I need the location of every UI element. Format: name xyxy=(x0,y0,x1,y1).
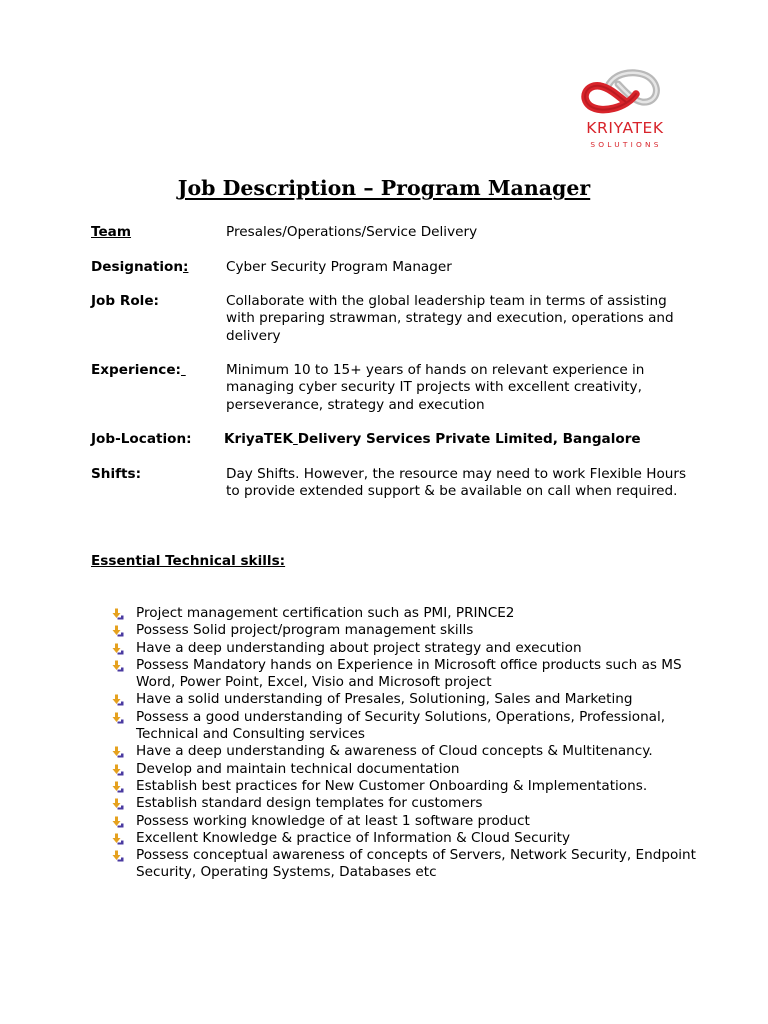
designation-label-colon: : xyxy=(183,259,189,275)
arrow-down-bullet-icon xyxy=(112,625,124,637)
arrow-down-bullet-icon xyxy=(112,798,124,810)
skill-item xyxy=(110,605,710,622)
logo-wordmark: KRIYATEK xyxy=(586,119,664,137)
experience-label xyxy=(91,362,186,379)
skill-text: Excellent Knowledge & practice of Information & Cloud Security xyxy=(136,829,570,846)
skill-item xyxy=(110,778,710,795)
arrow-down-bullet-icon xyxy=(112,781,124,793)
skill-text: Possess Solid project/program management skills xyxy=(136,622,474,639)
arrow-down-bullet-icon xyxy=(112,694,124,706)
document-title xyxy=(0,176,768,201)
arrow-down-bullet-icon xyxy=(112,764,124,776)
logo-tagline: SOLUTIONS xyxy=(590,140,662,149)
job-role-value: Collaborate with the global leadership team in terms of assisting with preparing strawman, strategy and execution, operations and delivery xyxy=(226,293,674,344)
skill-text: Project management certification such as PMI, PRINCE2 xyxy=(136,605,515,621)
skill-item xyxy=(110,691,710,708)
team-label-text: Team xyxy=(91,224,132,240)
experience-label-space xyxy=(181,362,186,378)
skill-text: Possess a good understanding of Security Solutions, Operations, Professional, Technical and Consulting services xyxy=(136,708,666,743)
shifts-label: Shifts: xyxy=(91,466,142,482)
skill-text: Have a solid understanding of Presales, Solutioning, Sales and Marketing xyxy=(136,691,633,708)
skill-item xyxy=(110,709,710,744)
arrow-down-bullet-icon xyxy=(112,643,124,655)
team-value: Presales/Operations/Service Delivery xyxy=(226,224,478,240)
skill-item xyxy=(110,847,710,882)
experience-value: Minimum 10 to 15+ years of hands on relevant experience in managing cyber security IT projects with excellent creativity, perseverance, strategy and execution xyxy=(226,362,645,413)
arrow-down-bullet-icon xyxy=(112,833,124,845)
infinity-logo-icon xyxy=(578,68,672,120)
skill-item xyxy=(110,657,710,692)
job-location-label: Job-Location: xyxy=(91,431,192,447)
team-label xyxy=(91,224,131,241)
skill-text: Possess Mandatory hands on Experience in Microsoft office products such as MS Word, Power Point, Excel, Visio and Microsoft project xyxy=(136,656,682,691)
skill-text: Develop and maintain technical documentation xyxy=(136,760,460,777)
shifts-value: Day Shifts. However, the resource may need to work Flexible Hours to provide extended support & be available on call when required. xyxy=(226,466,687,500)
skills-list xyxy=(110,605,710,882)
skill-item xyxy=(110,743,710,760)
skill-item xyxy=(110,761,710,778)
designation-label xyxy=(91,259,188,276)
skill-item xyxy=(110,813,710,830)
job-role-label: Job Role: xyxy=(91,293,159,309)
arrow-down-bullet-icon xyxy=(112,746,124,758)
arrow-down-bullet-icon xyxy=(112,712,124,724)
arrow-down-bullet-icon xyxy=(112,608,124,620)
skill-text: Establish standard design templates for customers xyxy=(136,795,483,812)
skill-text: Have a deep understanding & awareness of Cloud concepts & Multitenancy. xyxy=(136,743,653,760)
kriyatek-logo xyxy=(578,68,672,156)
designation-value: Cyber Security Program Manager xyxy=(226,259,452,275)
skills-heading: Essential Technical skills: xyxy=(91,553,286,569)
job-location-value xyxy=(224,431,694,448)
experience-label-text: Experience: xyxy=(91,362,181,378)
skill-item xyxy=(110,830,710,847)
skill-item xyxy=(110,795,710,812)
skill-text: Possess conceptual awareness of concepts of Servers, Network Security, Endpoint Security, Operating Systems, Databases etc xyxy=(136,847,696,881)
job-location-rest: Delivery Services Private Limited, Bangalore xyxy=(297,431,641,447)
skill-text: Establish best practices for New Customer Onboarding & Implementations. xyxy=(136,777,648,794)
document-title-text: Job Description – Program Manager xyxy=(177,176,591,200)
arrow-down-bullet-icon xyxy=(112,850,124,862)
job-location-company: KriyaTEK xyxy=(224,431,294,447)
skill-text: Have a deep understanding about project strategy and execution xyxy=(136,639,582,656)
skill-text: Possess working knowledge of at least 1 software product xyxy=(136,812,530,829)
skill-item xyxy=(110,640,710,657)
skill-item xyxy=(110,622,710,639)
arrow-down-bullet-icon xyxy=(112,660,124,672)
designation-label-text: Designation xyxy=(91,259,184,275)
arrow-down-bullet-icon xyxy=(112,816,124,828)
